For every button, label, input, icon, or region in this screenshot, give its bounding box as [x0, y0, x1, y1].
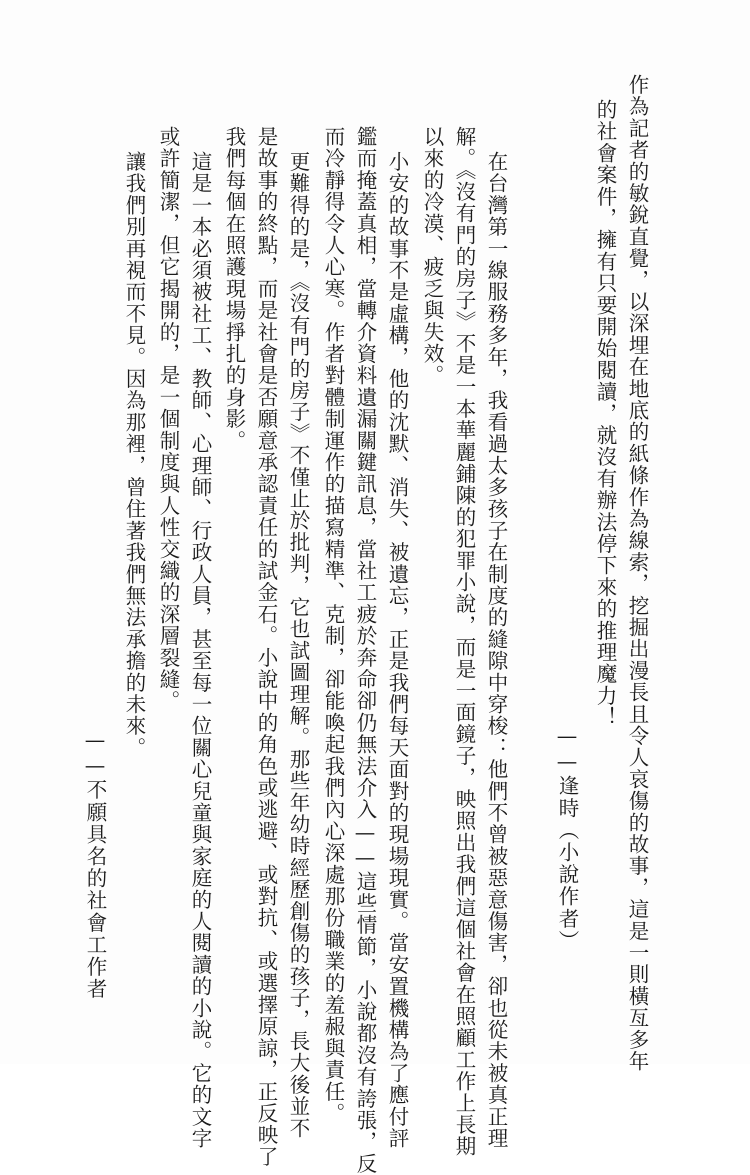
- text-column-12: 我們每個在照護現場掙扎的身影。: [222, 126, 246, 452]
- text-column-4: 在台灣第一線服務多年，我看過太多孩子在制度的縫隙中穿梭：他們不曾被惡意傷害，卻也從未被真正理: [484, 151, 508, 1150]
- text-column-5: 解。《沒有門的房子》不是一本華麗鋪陳的犯罪小說，而是一面鏡子，映照出我們這個社會在照顧工作上長期: [452, 126, 476, 1158]
- text-column-11: 是故事的終點，而是社會是否願意承認責任的試金石。小說中的角色或逃避、或對抗、或選擇原諒，正反映了: [254, 126, 278, 1168]
- text-column-6: 以來的冷漠、疲乏與失效。: [420, 126, 444, 387]
- signature-social-worker: ——不願具名的社會工作者: [83, 728, 107, 1001]
- text-column-7: 小安的故事不是虛構，他的沈默、消失、被遺忘，正是我們每天面對的現場現實。當安置機構為了應付評: [385, 151, 409, 1150]
- signature-author: ——逢時（小說作者）: [555, 724, 579, 952]
- text-column-15: 讓我們別再視而不見。因為那裡，曾住著我們無法承擔的未來。: [122, 151, 146, 759]
- text-column-10: 更難得的是，《沒有門的房子》不僅止於批判，它也試圖理解。那些年幼時經歷創傷的孩子，長大後並不: [286, 151, 310, 1139]
- text-column-2: 的社會案件，擁有只要開始閱讀，就沒有辦法停下來的推理魔力！: [593, 99, 617, 729]
- text-column-13: 這是一本必須被社工、教師、心理師、行政人員，甚至每一位關心兒童與家庭的人閱讀的小說。它的文字: [188, 151, 212, 1150]
- text-column-14: 或許簡潔，但它揭開的，是一個制度與人性交織的深層裂縫。: [156, 126, 180, 712]
- text-column-9: 而冷靜得令人心寒。作者對體制運作的描寫精準、克制，卻能喚起我們內心深處那份職業的羞赧與責任。: [321, 126, 345, 1125]
- text-column-1: 作為記者的敏銳直覺，以深埋在地底的紙條作為線索，挖掘出漫長且令人哀傷的故事，這是一則橫亙多年: [625, 74, 649, 1073]
- text-column-8: 鑑而掩蓋真相，當轉介資料遺漏關鍵訊息，當社工疲於奔命卻仍無法介入——這些情節，小說都沒有誇張，反: [353, 126, 377, 1175]
